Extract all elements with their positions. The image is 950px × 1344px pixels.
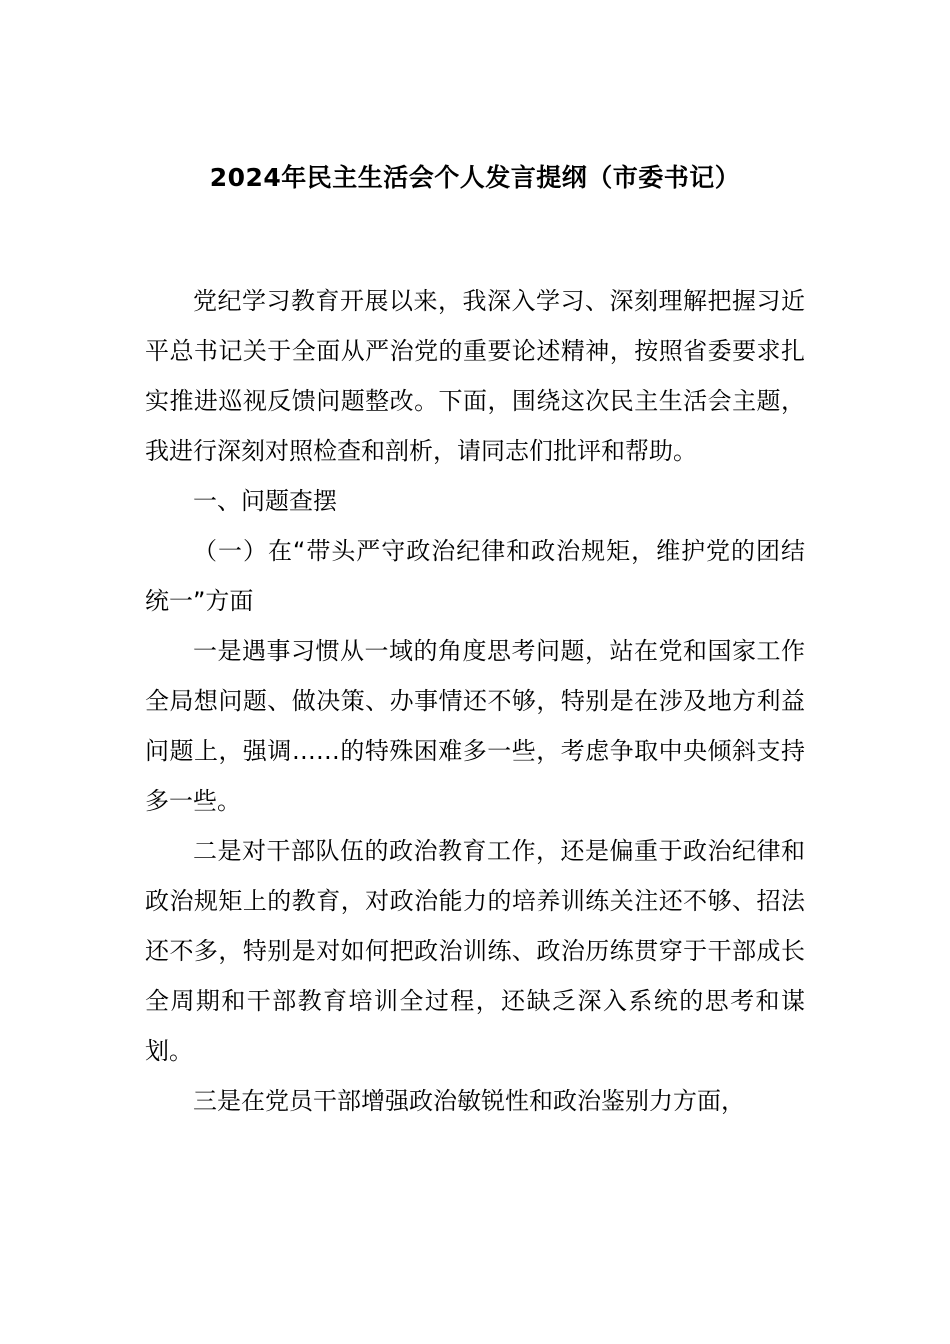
document-title: 2024年民主生活会个人发言提纲（市委书记）	[209, 163, 741, 192]
paragraph-point-one: 一是遇事习惯从一域的角度思考问题，站在党和国家工作全局想问题、做决策、办事情还不够，特别是在涉及地方利益问题上，强调……的特殊困难多一些，考虑争取中央倾斜支持多一些。	[145, 637, 805, 815]
heading-problem-review: 一、问题查摆	[193, 487, 337, 515]
paragraph-point-three: 三是在党员干部增强政治敏锐性和政治鉴别力方面，	[193, 1087, 745, 1115]
subheading-political-discipline: （一）在“带头严守政治纪律和政治规矩，维护党的团结统一”方面	[145, 537, 805, 615]
paragraph-intro: 党纪学习教育开展以来，我深入学习、深刻理解把握习近平总书记关于全面从严治党的重要论述精神，按照省委要求扎实推进巡视反馈问题整改。下面，围绕这次民主生活会主题，我进行深刻对照检查和剖析，请同志们批评和帮助。	[145, 287, 805, 465]
document-body	[145, 276, 805, 1126]
paragraph-point-two: 二是对干部队伍的政治教育工作，还是偏重于政治纪律和政治规矩上的教育，对政治能力的培养训练关注还不够、招法还不多，特别是对如何把政治训练、政治历练贯穿于干部成长全周期和干部教育培训全过程，还缺乏深入系统的思考和谋划。	[145, 837, 805, 1065]
